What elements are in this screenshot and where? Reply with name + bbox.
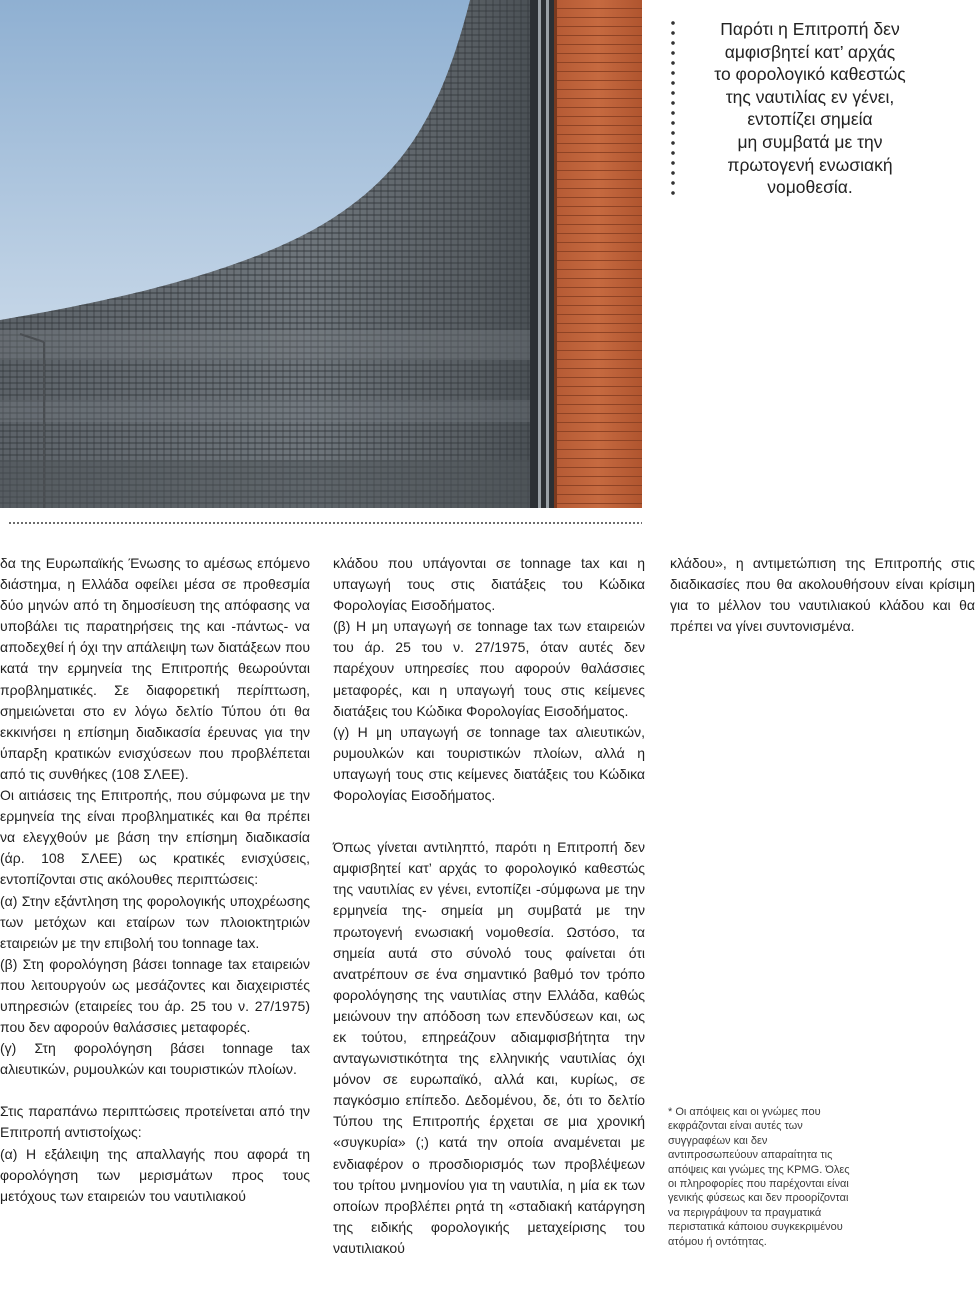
pull-quote-line: της ναυτιλίας εν γένει, (725, 86, 895, 107)
pull-quote-line: νομοθεσία. (767, 177, 853, 198)
text-column-3 (670, 553, 975, 637)
paragraph: Οι αιτιάσεις της Επιτροπής, που σύμφωνα με την ερμηνεία της είναι προβληματικές και θα πρέπει να ελεγχθούν με βάση την επίσημη διαδικασία (άρ. 108 ΣΛΕΕ) ως κρατικές ενισχύσεις, εντοπίζονται στις ακόλουθες περιπτώσεις: (0, 787, 310, 888)
pull-quote-line: το φορολογικό καθεστώς (714, 64, 906, 85)
paragraph: (α) Στην εξάντληση της φορολογικής υποχρέωσης των μετόχων και εταίρων των πλοιοκτητριών εταιρειών με την επιβολή του tonnage tax. (0, 892, 310, 951)
pull-quote-dots (670, 18, 676, 198)
dotted-separator (8, 522, 642, 524)
pull-quote (690, 18, 930, 199)
paragraph: (γ) Στη φορολόγηση βάσει tonnage tax αλιευτικών, ρυμουλκών και τουριστικών πλοίων. (0, 1040, 310, 1078)
building-photo (0, 0, 642, 508)
paragraph: κλάδου», η αντιμετώπιση της Επιτροπής στις διαδικασίες που θα ακολουθήσουν είναι κρίσιμη για το μέλλον του ναυτιλιακού κλάδου και θα πρέπει να γίνει συντονισμένα. (670, 555, 975, 635)
text-column-2 (333, 553, 645, 1259)
paragraph: Στις παραπάνω περιπτώσεις προτείνεται από την Επιτροπή αντιστοίχως: (0, 1103, 310, 1141)
paragraph: δα της Ευρωπαϊκής Ένωσης το αμέσως επόμενο διάστημα, η Ελλάδα οφείλει μέσα σε προθεσμία δύο μηνών από τη δημοσίευση της απόφασης να υποβάλει τις παρατηρήσεις της και -πάντως- να αποδεχθεί ή όχι την απάλειψη των διατάξεων που κατά την ερμηνεία της Επιτροπής θεωρούνται προβληματικές. Σε διαφορετική περίπτωση, σημειώνεται στο εν λόγω δελτίο Τύπου ότι θα εκκινήσει η επίσημη διαδικασία έρευνας για την ύπαρξη κρατικών ενισχύσεων που προβλέπεται από τις συνθήκες (108 ΣΛΕΕ). (0, 555, 310, 782)
paragraph: (γ) Η μη υπαγωγή σε tonnage tax αλιευτικών, ρυμουλκών και τουριστικών πλοίων, αλλά η υπαγωγή τους στις κείμενες διατάξεις του Κώδικα Φορολογίας Εισοδήματος. (333, 723, 645, 804)
footnote: * Οι απόψεις και οι γνώμες που εκφράζονται είναι αυτές των συγγραφέων και δεν αντιπροσωπεύουν απαραίτητα τις απόψεις και γνώμες της KPMG. Όλες οι πληροφορίες που παρέχονται είναι γενικής φύσεως και δεν προορίζονται να περιγράψουν τα πραγματικά περιστατικά κάποιου συγκεκριμένου ατόμου ή οντότητας. (668, 1106, 850, 1248)
pull-quote-line: πρωτογενή ενωσιακή (727, 154, 893, 175)
pull-quote-line: μη συμβατά με την (737, 131, 883, 152)
text-column-1 (0, 553, 310, 1207)
paragraph: κλάδου που υπάγονται σε tonnage tax και η υπαγωγή τους στις διατάξεις του Κώδικα Φορολογίας Εισοδήματος. (333, 555, 645, 614)
paragraph: Όπως γίνεται αντιληπτό, παρότι η Επιτροπή δεν αμφισβητεί κατ’ αρχάς το φορολογικό καθεστώς της ναυτιλίας εν γένει, εντοπίζει -σύμφωνα με την ερμηνεία της- σημεία μη συμβατά με την πρωτογενή ενωσιακή νομοθεσία. Ωστόσο, τα σημεία αυτά στο σύνολό τους φαίνεται ότι ανατρέπουν σε ένα σημαντικό βαθμό τον τρόπο φορολόγησης της ναυτιλίας στην Ελλάδα, καθώς μειώνουν την απόδοση των επενδύσεων και, ως εκ τούτου, επηρεάζουν αδιαμφισβήτητα την ανταγωνιστικότητα της ελληνικής ναυτιλίας όχι μόνον σε ευρωπαϊκό, αλλά και, κυρίως, σε παγκόσμιο επίπεδο. Δεδομένου, δε, ότι το δελτίο Τύπου της Επιτροπής έρχεται σε μια χρονική «συγκυρία» (;) κατά την οποία αναμένεται με ενδιαφέρον ο προσδιορισμός των προβλέψεων του τρίτου μνημονίου για τη ναυτιλία, η μία εκ των οποίων προβλέπει ρητά τη «σταδιακή κατάργηση της ειδικής φορολογικής μεταχείρισης του ναυτιλιακού (333, 839, 645, 1256)
pull-quote-line: εντοπίζει σημεία (747, 109, 873, 130)
paragraph: (α) Η εξάλειψη της απαλλαγής που αφορά τη φορολόγηση των μερισμάτων προς τους μετόχους των εταιρειών του ναυτιλιακού (0, 1145, 310, 1204)
paragraph: (β) Η μη υπαγωγή σε tonnage tax των εταιρειών του άρ. 25 του ν. 27/1975, όταν αυτές δεν παρέχουν υπηρεσίες που αφορούν θαλάσσιες μεταφορές, και η υπαγωγή τους στις κείμενες διατάξεις του Κώδικα Φορολογίας Εισοδήματος. (333, 618, 645, 719)
pull-quote-line: Παρότι η Επιτροπή δεν (720, 19, 900, 39)
paragraph: (β) Στη φορολόγηση βάσει tonnage tax εταιρειών που λειτουργούν ως μεσάζοντες και διαχειριστές υπηρεσιών (εταιρείες του άρ. 25 του ν. 27/1975) που δεν αφορούν θαλάσσιες μεταφορές. (0, 955, 310, 1036)
pull-quote-line: αμφισβητεί κατ’ αρχάς (724, 41, 896, 62)
